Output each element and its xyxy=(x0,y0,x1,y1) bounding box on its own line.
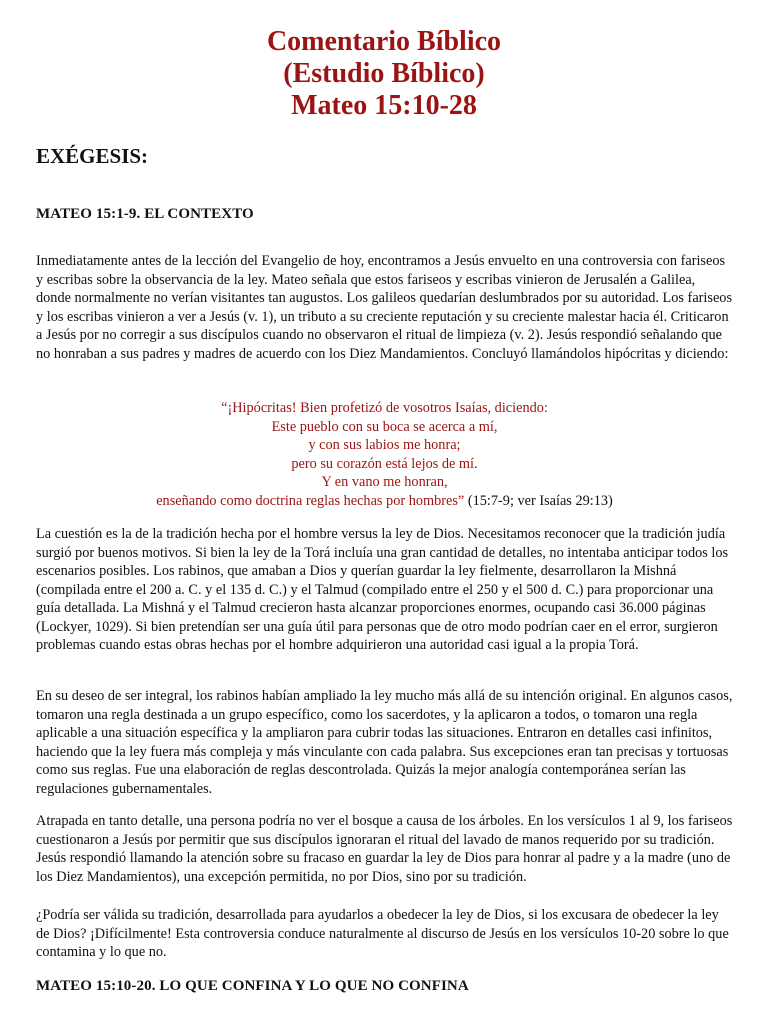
paragraph-1: Inmediatamente antes de la lección del Evangelio de hoy, encontramos a Jesús envuelto en una controversia con fariseos y escribas sobre la observancia de la ley. Mateo señala que estos fariseos y escribas vinieron de Jerusalén a Galilea, donde normalmente no verían visitantes tan augustos. Los galileos quedarían deslumbrados por su autoridad. Los fariseos y los escribas vinieron a ver a Jesús (v. 1), un tributo a su creciente reputación y su creciente malestar hacia él. Criticaron a Jesús por no corregir a sus discípulos cuando no observaron el ritual de limpieza (v. 2). Jesús respondió señalando que no honraban a sus padres y madres de acuerdo con los Diez Mandamientos. Concluyó llamándolos hipócritas y diciendo: xyxy=(36,253,733,362)
quote-line-6-text: enseñando como doctrina reglas hechas por hombres” xyxy=(156,492,465,509)
scripture-quote xyxy=(36,399,733,510)
paragraph-2: La cuestión es la de la tradición hecha por el hombre versus la ley de Dios. Necesitamos reconocer que la tradición judía surgió por buenos motivos. Si bien la ley de la Torá incluía una gran cantidad de detalles, no intentaba anticipar todos los escenarios posibles. Los rabinos, que amaban a Dios y querían guardar la ley fielmente, desarrollaron la Mishná (compilada entre el 200 a. C. y el 135 d. C.) y el Talmud (compilado entre el 250 y el 500 d. C.) para proporcionar una guía detallada. La Mishná y el Talmud crecieron hasta alcanzar proporciones enormes, ocupando casi 36.000 páginas (Lockyer, 1029). Si bien pretendían ser una guía útil para personas que de otro modo podrían caer en el error, surgieron problemas cuando estas obras hechas por el hombre adquirieron una autoridad casi igual a la propia Torá. xyxy=(36,526,729,653)
quote-line-4: pero su corazón está lejos de mí. xyxy=(291,455,478,472)
quote-line-3: y con sus labios me honra; xyxy=(308,437,461,453)
title-line-2: (Estudio Bíblico) xyxy=(283,58,485,89)
quote-line-5: Y en vano me honran, xyxy=(321,474,448,490)
quote-line-6 xyxy=(36,492,733,511)
subheading-context: MATEO 15:1-9. EL CONTEXTO xyxy=(36,206,254,222)
section-heading-exegesis: EXÉGESIS: xyxy=(36,144,149,168)
quote-citation: (15:7-9; ver Isaías 29:13) xyxy=(464,492,613,509)
quote-line-1: “¡Hipócritas! Bien profetizó de vosotros Isaías, diciendo: xyxy=(221,400,548,416)
title-line-1: Comentario Bíblico xyxy=(266,26,502,57)
paragraph-5: ¿Podría ser válida su tradición, desarrollada para ayudarlos a obedecer la ley de Dios, si los excusara de obedecer la ley de Dios? ¡Difícilmente! Esta controversia conduce naturalmente al discurso de Jesús en los versículos 10-20 sobre lo que contamina y lo que no. xyxy=(36,907,729,960)
paragraph-4: Atrapada en tanto detalle, una persona podría no ver el bosque a causa de los árboles. En los versículos 1 al 9, los fariseos cuestionaron a Jesús por permitir que sus discípulos ignoraran el ritual del lavado de manos requerido por su tradición. Jesús respondió llamando la atención sobre su fracaso en guardar la ley de Dios para honrar al padre y a la madre (uno de los Diez Mandamientos), una excepción permitida, no por Dios, sino por su tradición. xyxy=(36,813,733,885)
paragraph-3: En su deseo de ser integral, los rabinos habían ampliado la ley mucho más allá de su intención original. En algunos casos, tomaron una regla destinada a un grupo específico, como los sacerdotes, y la aplicaron a todos, o tomaron una regla aplicable a una situación específica y la ampliaron para cubrir todas las situaciones. Entraron en detalles casi infinitos, haciendo que la ley fuera más compleja y más vinculante con cada palabra. Sus excepciones eran tan precisas y tortuosas como sus reglas. Fue una elaboración de reglas descontrolada. Quizás la mejor analogía contemporánea serían las regulaciones gubernamentales. xyxy=(36,688,733,797)
quote-line-2: Este pueblo con su boca se acerca a mí, xyxy=(271,418,498,435)
subheading-next: MATEO 15:10-20. LO QUE CONFINA Y LO QUE NO CONFINA xyxy=(36,978,469,994)
document-title xyxy=(0,0,768,122)
title-line-3: Mateo 15:10-28 xyxy=(291,90,477,121)
